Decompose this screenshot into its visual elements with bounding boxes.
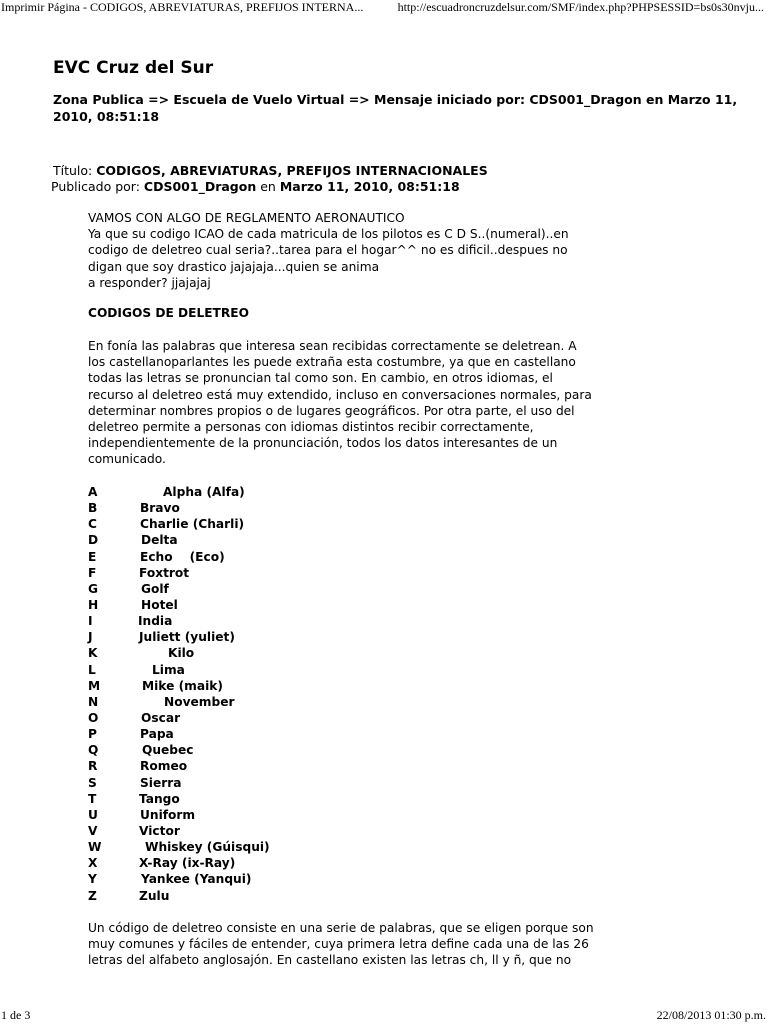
alphabet-letter: Q [88,743,99,758]
posted-by-row [51,179,488,195]
intro-line: Ya que su codigo ICAO de cada matricula de los pilotos es C D S..(numeral)..en [88,227,569,242]
intro-paragraph [88,210,618,291]
alphabet-letter: M [88,678,101,693]
alphabet-letter: N [88,694,99,709]
paragraph-line: los castellanoparlantes les puede extraña esta costumbre, ya que en castellano [88,355,576,370]
alphabet-letter: A [88,485,98,499]
alphabet-word: Sierra [140,775,182,790]
paragraph-line: deletreo permite a personas con idiomas distintos recibir correctamente, [88,420,534,435]
post-author: CDS001_Dragon [143,179,257,194]
alphabet-letter: S [88,775,97,790]
intro-line: a responder? jjajajaj [88,275,211,290]
alphabet-letter: X [88,856,98,871]
alphabet-letter: O [88,710,99,725]
alphabet-letter: R [88,759,98,774]
post-title-row [53,163,488,179]
paragraph-line: recurso al deletreo está muy extendido, incluso en conversaciones normales, para [88,387,592,402]
alphabet-word: Hotel [141,597,178,612]
alphabet-letter: F [88,565,97,580]
paragraph-line: determinar nombres propios o de lugares geográficos. Por otra parte, el uso del [88,403,575,418]
alphabet-word: Victor [139,823,180,838]
alphabet-word: Whiskey (Gúisqui) [145,840,270,855]
paragraph-line: comunicado. [88,452,166,467]
intro-line: VAMOS CON ALGO DE REGLAMENTO AERONAUTICO [88,211,405,225]
alphabet-word: X-Ray (ix-Ray) [139,856,236,871]
closing-line: letras del alfabeto anglosajón. En castellano existen las letras ch, ll y ñ, que no [88,953,572,968]
alphabet-word: Golf [141,581,169,596]
alphabet-word: Delta [141,533,178,548]
alphabet-letter: C [88,517,97,532]
print-header-url: http://escuadroncruzdelsur.com/SMF/index.php?PHPSESSID=bs0s30nvju... [397,0,764,14]
paragraph-line: En fonía las palabras que interesa sean recibidas correctamente se deletrean. A [88,339,577,353]
paragraph-line: independientemente de la pronunciación, todos los datos interesantes de un [88,436,558,451]
closing-line: muy comunes y fáciles de entender, cuya primera letra define cada una de las 26 [88,937,589,952]
alphabet-word: Kilo [168,646,195,661]
alphabet-letter: W [88,840,102,855]
alphabet-letter: Z [88,888,97,903]
alphabet-word: India [138,614,173,629]
alphabet-word: Yankee (Yanqui) [141,872,252,887]
alphabet-letter: P [88,727,97,742]
breadcrumb: Zona Publica => Escuela de Vuelo Virtual => Mensaje iniciado por: CDS001_Dragon en Marzo 11, 2010, 08:51:18 [53,92,738,124]
alphabet-letter: B [88,501,98,516]
alphabet-word: Echo (Eco) [140,549,225,564]
alphabet-letter: E [88,549,97,564]
post-title: CODIGOS, ABREVIATURAS, PREFIJOS INTERNACIONALES [96,163,488,178]
alphabet-letter: G [88,581,99,596]
intro-line: codigo de deletreo cual seria?..tarea para el hogar^^ no es dificil..despues no [88,243,568,258]
alphabet-letter: L [88,662,96,677]
alphabet-word: Zulu [139,888,170,903]
alphabet-word: Alpha (Alfa) [163,485,245,499]
paragraph-line: todas las letras se pronuncian tal como son. En cambio, en otros idiomas, el [88,371,553,386]
print-footer-timestamp: 22/08/2013 01:30 p.m. [656,1008,766,1022]
alphabet-word: November [164,694,235,709]
alphabet-word: Uniform [140,807,196,822]
alphabet-letter: I [88,614,93,629]
alphabet-word: Mike (maik) [142,678,223,693]
print-header-title: Imprimir Página - CODIGOS, ABREVIATURAS, PREFIJOS INTERNA... [1,0,364,14]
closing-paragraph [88,920,618,969]
alphabet-word: Romeo [140,759,188,774]
alphabet-letter: D [88,533,99,548]
post-title-label: Título: [53,163,93,178]
explanation-paragraph [88,338,618,468]
posted-by-label: Publicado por: [51,179,140,194]
alphabet-word: Foxtrot [139,565,190,580]
section-heading: CODIGOS DE DELETREO [88,306,249,320]
alphabet-letter: U [88,807,98,822]
alphabet-letter: V [88,823,98,838]
alphabet-letter: T [88,791,97,806]
alphabet-letter: H [88,597,99,612]
alphabet-word: Juliett (yuliet) [139,630,235,645]
alphabet-word: Papa [140,727,174,742]
site-title: EVC Cruz del Sur [53,58,214,78]
alphabet-word: Oscar [141,710,181,725]
print-footer-page: 1 de 3 [1,1008,31,1022]
post-date: Marzo 11, 2010, 08:51:18 [279,179,460,194]
alphabet-word: Quebec [142,743,194,758]
alphabet-word: Lima [152,662,185,677]
closing-line: Un código de deletreo consiste en una serie de palabras, que se eligen porque son [88,921,594,935]
alphabet-letter: Y [88,872,97,887]
alphabet-word: Tango [139,791,180,806]
intro-line: digan que soy drastico jajajaja...quien se anima [88,259,380,274]
alphabet-word: Bravo [140,501,180,516]
alphabet-letter: J [88,630,93,645]
date-connector: en [260,179,276,194]
alphabet-letter: K [88,646,98,661]
alphabet-word: Charlie (Charli) [140,517,245,532]
post-meta [53,163,488,195]
